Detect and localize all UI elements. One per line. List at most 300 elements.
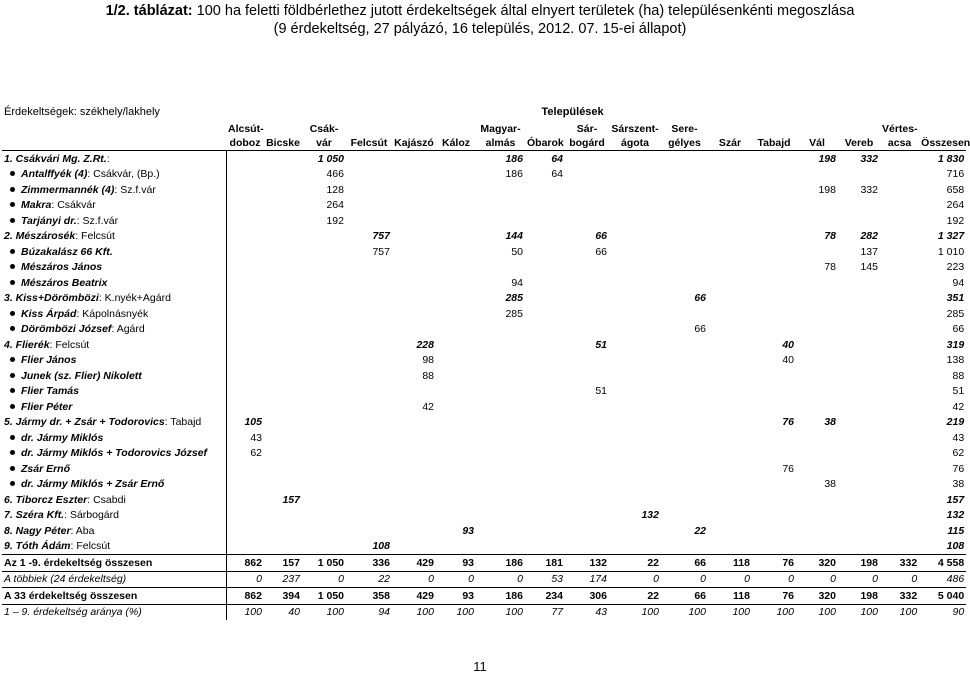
table-cell: 100 xyxy=(326,606,344,619)
table-cell xyxy=(346,306,392,322)
table-cell xyxy=(436,446,476,462)
table-cell xyxy=(392,430,436,446)
table-cell xyxy=(476,508,525,524)
table-cell: 77 xyxy=(551,606,563,619)
table-row xyxy=(2,604,966,620)
table-cell: 186 xyxy=(505,168,523,181)
row-label-location: : Sárbogárd xyxy=(64,509,119,522)
table-row xyxy=(2,275,966,291)
table-cell: 128 xyxy=(326,183,344,196)
table-cell xyxy=(436,477,476,493)
table-cell: 186 xyxy=(476,588,525,605)
table-cell xyxy=(661,461,708,477)
table-cell xyxy=(796,275,838,291)
table-cell: 78 xyxy=(824,261,836,274)
table-cell xyxy=(302,260,346,276)
table-cell xyxy=(226,229,264,245)
table-cell: 42 xyxy=(952,400,965,413)
bullet-icon xyxy=(10,249,15,254)
table-cell: 62 xyxy=(226,446,264,462)
table-cell: 1 050 xyxy=(302,151,346,167)
table-cell xyxy=(565,446,609,462)
table-cell: 100 xyxy=(899,606,918,619)
row-label xyxy=(2,604,226,620)
table-cell: 64 xyxy=(551,168,563,181)
table-cell xyxy=(880,415,919,431)
table-cell xyxy=(661,182,708,198)
table-cell xyxy=(661,275,708,291)
table-cell xyxy=(392,322,436,338)
row-label-location: : xyxy=(106,152,110,165)
column-header: Sárszent-ágota xyxy=(611,123,659,149)
table-cell: 100 xyxy=(505,606,523,619)
table-cell: 285 xyxy=(505,307,523,320)
table-cell xyxy=(476,523,525,539)
table-cell xyxy=(796,430,838,446)
table-cell xyxy=(302,275,346,291)
table-cell xyxy=(264,415,302,431)
table-cell: 486 xyxy=(946,573,965,586)
table-cell xyxy=(525,306,565,322)
table-cell xyxy=(302,477,346,493)
table-cell: 66 xyxy=(595,230,607,243)
table-row xyxy=(2,229,966,245)
table-cell xyxy=(565,198,609,214)
table-cell xyxy=(752,291,796,307)
table-cell xyxy=(525,539,565,555)
table-cell xyxy=(226,492,264,508)
table-cell: 94 xyxy=(378,606,390,619)
table-cell xyxy=(880,275,919,291)
table-cell xyxy=(346,198,392,214)
table-cell xyxy=(708,508,752,524)
table-cell xyxy=(264,198,302,214)
table-cell: 186 xyxy=(476,151,525,167)
table-row xyxy=(2,384,966,400)
table-cell xyxy=(752,384,796,400)
row-label-location: : Felcsút xyxy=(75,230,115,243)
table-cell xyxy=(302,539,346,555)
table-row xyxy=(2,368,966,384)
table-cell xyxy=(392,260,436,276)
table-cell xyxy=(708,229,752,245)
table-cell xyxy=(708,182,752,198)
table-cell xyxy=(565,213,609,229)
table-cell xyxy=(880,477,919,493)
table-cell: 1 830 xyxy=(919,151,966,167)
table-cell xyxy=(346,384,392,400)
column-header: Felcsút xyxy=(350,137,388,149)
table-cell xyxy=(565,477,609,493)
table-cell xyxy=(609,322,661,338)
table-cell xyxy=(708,244,752,260)
table-cell: 145 xyxy=(860,261,878,274)
column-header: Sár-bogárd xyxy=(569,123,605,149)
column-header: Bicske xyxy=(266,137,300,149)
table-cell: 38 xyxy=(952,478,965,491)
table-cell xyxy=(302,368,346,384)
row-label xyxy=(2,151,226,167)
table-cell xyxy=(346,399,392,415)
table-cell: 0 xyxy=(468,573,474,586)
table-cell: 0 xyxy=(700,573,706,586)
table-cell xyxy=(436,182,476,198)
row-label-main: 6. Tiborcz Eszter xyxy=(4,493,88,506)
page-number: 11 xyxy=(473,659,487,674)
row-label-location: : Felcsút xyxy=(49,338,90,351)
table-cell: 319 xyxy=(946,338,965,351)
table-cell: 76 xyxy=(752,588,796,605)
column-header: Tabajd xyxy=(757,137,791,149)
table-cell xyxy=(565,508,609,524)
table-cell xyxy=(302,415,346,431)
table-cell xyxy=(346,167,392,183)
table-cell xyxy=(708,275,752,291)
table-cell xyxy=(565,539,609,555)
table-row xyxy=(2,244,966,260)
table-cell: 757 xyxy=(372,245,390,258)
table-cell xyxy=(796,337,838,353)
row-label xyxy=(2,571,226,588)
bullet-icon xyxy=(10,280,15,285)
table-cell xyxy=(752,477,796,493)
bullet-icon xyxy=(10,435,15,440)
row-label-main: A 33 érdekeltség összesen xyxy=(4,589,138,602)
table-cell xyxy=(661,508,708,524)
row-label-location: : Csákvár, (Bp.) xyxy=(87,168,160,181)
row-label-main: Junek (sz. Flier) Nikolett xyxy=(21,369,142,382)
row-label-main: Flier Tamás xyxy=(21,385,79,398)
table-cell xyxy=(226,275,264,291)
table-cell: 1 327 xyxy=(937,230,965,243)
table-cell xyxy=(565,291,609,307)
row-label-main: Mészáros János xyxy=(21,261,103,274)
table-cell: 43 xyxy=(226,430,264,446)
table-cell: 38 xyxy=(824,416,836,429)
table-cell: 157 xyxy=(282,493,300,506)
table-cell: 332 xyxy=(880,555,919,572)
table-cell: 66 xyxy=(694,323,706,336)
table-cell xyxy=(436,384,476,400)
table-cell xyxy=(880,306,919,322)
table-cell xyxy=(880,260,919,276)
table-cell xyxy=(752,306,796,322)
row-label xyxy=(2,539,226,555)
table-cell xyxy=(226,337,264,353)
table-cell xyxy=(708,477,752,493)
table-row xyxy=(2,446,966,462)
table-cell xyxy=(796,213,838,229)
table-cell xyxy=(226,477,264,493)
row-label xyxy=(2,322,226,338)
table-cell: 93 xyxy=(436,555,476,572)
table-cell xyxy=(796,244,838,260)
row-label xyxy=(2,446,226,462)
table-cell xyxy=(880,461,919,477)
table-title xyxy=(0,2,960,38)
row-label-main: 8. Nagy Péter xyxy=(4,524,71,537)
table-cell: 76 xyxy=(752,555,796,572)
row-label-main: 4. Flierék xyxy=(4,338,50,351)
table-cell xyxy=(661,151,708,167)
table-cell xyxy=(796,167,838,183)
row-label xyxy=(2,523,226,539)
table-cell xyxy=(708,492,752,508)
table-cell xyxy=(436,415,476,431)
table-cell: 94 xyxy=(511,276,523,289)
table-row xyxy=(2,260,966,276)
table-cell xyxy=(525,322,565,338)
table-cell xyxy=(565,322,609,338)
table-cell xyxy=(392,306,436,322)
table-cell xyxy=(302,461,346,477)
table-cell: 0 xyxy=(226,571,264,588)
row-label-main: Dörömbözi József xyxy=(21,323,112,336)
table-cell xyxy=(838,337,880,353)
table-cell xyxy=(436,260,476,276)
table-cell xyxy=(436,244,476,260)
table-cell xyxy=(609,461,661,477)
table-row xyxy=(2,291,966,307)
table-cell xyxy=(346,151,392,167)
table-cell xyxy=(752,430,796,446)
row-label-location: : Felcsút xyxy=(70,540,111,553)
table-cell: 320 xyxy=(796,588,838,605)
row-label-main: dr. Jármy Miklós + Todorovics József xyxy=(21,447,208,460)
table-cell xyxy=(708,322,752,338)
table-cell xyxy=(708,539,752,555)
table-cell xyxy=(226,244,264,260)
table-cell xyxy=(838,275,880,291)
table-cell xyxy=(880,492,919,508)
row-label-main: Búzakalász 66 Kft. xyxy=(21,245,113,258)
table-cell xyxy=(525,198,565,214)
table-cell: 42 xyxy=(422,400,434,413)
table-cell xyxy=(226,151,264,167)
table-cell xyxy=(796,446,838,462)
table-cell xyxy=(302,492,346,508)
table-cell xyxy=(661,477,708,493)
table-cell xyxy=(609,539,661,555)
table-cell xyxy=(392,291,436,307)
table-cell xyxy=(752,229,796,245)
table-cell: 0 xyxy=(428,573,434,586)
table-cell xyxy=(838,539,880,555)
table-cell xyxy=(661,492,708,508)
table-cell: 22 xyxy=(378,573,390,586)
table-cell xyxy=(565,461,609,477)
table-cell: 100 xyxy=(688,606,706,619)
title-rest: 100 ha feletti földbérlethez jutott érdekeltségek által elnyert területek (ha) településenkénti megoszlása xyxy=(192,3,855,19)
table-cell xyxy=(880,399,919,415)
table-cell: 78 xyxy=(824,230,836,243)
table-cell xyxy=(392,275,436,291)
row-label-main: Mészáros Beatrix xyxy=(21,276,108,289)
table-cell xyxy=(796,368,838,384)
row-label-location: A többiek (24 érdekeltség) xyxy=(4,573,127,586)
table-cell xyxy=(838,477,880,493)
table-cell: 93 xyxy=(462,524,474,537)
table-cell xyxy=(346,291,392,307)
table-cell xyxy=(226,461,264,477)
table-cell: 66 xyxy=(661,555,708,572)
table-cell: 66 xyxy=(661,588,708,605)
table-cell xyxy=(392,477,436,493)
table-cell xyxy=(226,508,264,524)
table-cell xyxy=(708,337,752,353)
table-cell xyxy=(525,461,565,477)
table-cell xyxy=(436,213,476,229)
column-header: Vértes-acsa xyxy=(882,123,918,149)
table-cell xyxy=(609,523,661,539)
table-cell xyxy=(302,384,346,400)
table-cell xyxy=(880,198,919,214)
table-cell xyxy=(226,539,264,555)
table-cell xyxy=(264,523,302,539)
row-label xyxy=(2,588,226,605)
row-label-location: : Sz.f.vár xyxy=(114,183,156,196)
table-cell xyxy=(565,260,609,276)
table-cell xyxy=(476,260,525,276)
table-cell xyxy=(708,461,752,477)
row-label-main: 9. Tóth Ádám xyxy=(4,540,71,553)
table-cell xyxy=(392,446,436,462)
table-cell xyxy=(565,167,609,183)
table-cell xyxy=(708,306,752,322)
table-cell xyxy=(392,167,436,183)
table-cell xyxy=(565,523,609,539)
table-cell: 53 xyxy=(551,573,563,586)
table-cell: 716 xyxy=(946,168,965,181)
table-row xyxy=(2,353,966,369)
table-cell xyxy=(302,399,346,415)
table-cell: 4 558 xyxy=(919,555,966,572)
table-cell: 181 xyxy=(525,555,565,572)
row-label-main: 2. Mészárosék xyxy=(4,230,76,243)
table-cell xyxy=(525,229,565,245)
table-cell xyxy=(264,229,302,245)
row-label-main: Zsár Ernő xyxy=(21,462,71,475)
table-cell xyxy=(302,244,346,260)
table-cell xyxy=(609,477,661,493)
table-cell xyxy=(880,244,919,260)
table-cell xyxy=(752,213,796,229)
table-cell xyxy=(436,461,476,477)
table-cell: 22 xyxy=(609,588,661,605)
table-cell xyxy=(838,213,880,229)
column-header: Csák-vár xyxy=(309,123,339,149)
table-cell xyxy=(565,368,609,384)
row-label xyxy=(2,430,226,446)
table-cell: 40 xyxy=(782,354,794,367)
table-row xyxy=(2,415,966,431)
table-cell: 285 xyxy=(505,292,523,305)
table-cell xyxy=(264,275,302,291)
table-cell xyxy=(436,275,476,291)
table-cell: 22 xyxy=(694,524,706,537)
row-label-location: : K.nyék+Agárd xyxy=(98,292,171,305)
table-cell xyxy=(264,353,302,369)
table-cell xyxy=(752,508,796,524)
table-cell xyxy=(264,446,302,462)
row-label-main: Flier János xyxy=(21,354,77,367)
table-row xyxy=(2,399,966,415)
row-label xyxy=(2,384,226,400)
bullet-icon xyxy=(10,311,15,316)
row-label xyxy=(2,275,226,291)
table-cell xyxy=(436,291,476,307)
table-cell xyxy=(661,539,708,555)
table-cell xyxy=(880,523,919,539)
table-cell xyxy=(436,337,476,353)
table-cell xyxy=(525,213,565,229)
table-cell xyxy=(346,368,392,384)
table-cell xyxy=(392,539,436,555)
table-cell xyxy=(392,384,436,400)
table-cell xyxy=(661,430,708,446)
table-cell xyxy=(796,322,838,338)
table-cell xyxy=(525,337,565,353)
table-cell xyxy=(796,539,838,555)
table-cell xyxy=(609,430,661,446)
table-cell: 1 010 xyxy=(937,245,965,258)
table-cell xyxy=(226,167,264,183)
table-cell xyxy=(302,523,346,539)
table-cell: 118 xyxy=(708,588,752,605)
table-cell xyxy=(392,523,436,539)
table-cell xyxy=(708,446,752,462)
table-cell xyxy=(436,399,476,415)
table-cell: 100 xyxy=(860,606,878,619)
table-cell xyxy=(264,291,302,307)
table-cell xyxy=(752,492,796,508)
bullet-icon xyxy=(10,187,15,192)
table-cell: 264 xyxy=(946,199,965,212)
table-cell: 43 xyxy=(595,606,607,619)
table-cell: 1 050 xyxy=(302,588,346,605)
table-cell: 157 xyxy=(264,555,302,572)
table-cell: 100 xyxy=(776,606,794,619)
table-cell xyxy=(661,213,708,229)
table-cell xyxy=(838,399,880,415)
table-cell xyxy=(264,306,302,322)
table-cell xyxy=(565,430,609,446)
table-cell: 0 xyxy=(830,573,836,586)
table-cell xyxy=(880,182,919,198)
table-cell: 198 xyxy=(838,588,880,605)
bullet-icon xyxy=(10,466,15,471)
table-cell xyxy=(796,508,838,524)
table-cell xyxy=(436,508,476,524)
table-cell xyxy=(796,492,838,508)
table-cell xyxy=(880,291,919,307)
table-cell xyxy=(609,213,661,229)
table-cell xyxy=(609,353,661,369)
table-cell xyxy=(525,446,565,462)
table-cell: 234 xyxy=(525,588,565,605)
column-header: Kajászó xyxy=(394,137,434,149)
table-cell xyxy=(752,275,796,291)
table-cell xyxy=(476,446,525,462)
table-cell: 132 xyxy=(565,555,609,572)
table-cell: 237 xyxy=(282,573,300,586)
table-cell: 118 xyxy=(708,555,752,572)
table-cell xyxy=(264,461,302,477)
bullet-icon xyxy=(10,202,15,207)
table-cell xyxy=(796,353,838,369)
table-cell: 76 xyxy=(782,416,794,429)
table-cell: 88 xyxy=(952,369,965,382)
